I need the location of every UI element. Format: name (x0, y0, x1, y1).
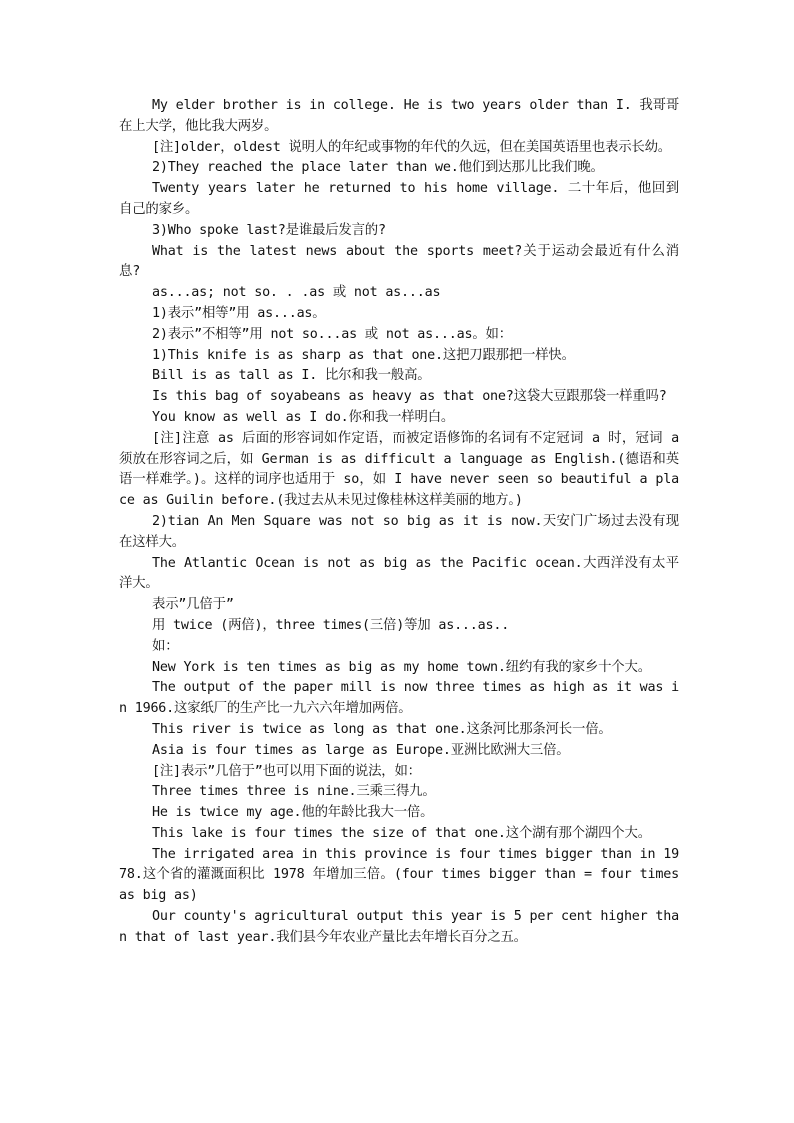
paragraph: [注]注意 as 后面的形容词如作定语，而被定语修饰的名词有不定冠词 a 时，冠词 a 须放在形容词之后，如 German is as difficult a language as English.(德语和英语一样难学。)。这样的词序也适用于 so，如 I have never seen so beautiful a place as Guilin before.(我过去从未见过像桂林这样美丽的地方。) (119, 430, 679, 509)
paragraph: [注]older，oldest 说明人的年纪或事物的年代的久远，但在美国英语里也表示长幼。 (152, 139, 671, 155)
paragraph: What is the latest news about the sports meet?关于运动会最近有什么消息? (119, 243, 679, 280)
document-body (119, 96, 679, 949)
paragraph: The Atlantic Ocean is not as big as the Pacific ocean.大西洋没有太平洋大。 (119, 555, 679, 592)
paragraph: Bill is as tall as I. 比尔和我一般高。 (152, 368, 431, 384)
paragraph: He is twice my age.他的年龄比我大一倍。 (152, 805, 434, 821)
paragraph: New York is ten times as big as my home town.纽约有我的家乡十个大。 (152, 659, 651, 675)
paragraph: Our county's agricultural output this year is 5 per cent higher than that of last year.我们县今年农业产量比去年增长百分之五。 (119, 909, 679, 945)
paragraph: 表示”几倍于” (152, 597, 234, 613)
paragraph: 3)Who spoke last?是谁最后发言的? (152, 222, 386, 238)
paragraph: 如： (152, 638, 179, 654)
paragraph: The irrigated area in this province is four times bigger than in 1978.这个省的灌溉面积比 1978 年增加三倍。(four times bigger than = four times as big as) (119, 846, 679, 904)
paragraph: 用 twice (两倍)，three times(三倍)等加 as...as.. (152, 617, 510, 633)
paragraph: Twenty years later he returned to his home village. 二十年后，他回到自己的家乡。 (119, 181, 679, 217)
paragraph: 2)tian An Men Square was not so big as it is now.天安门广场过去没有现在这样大。 (119, 513, 679, 550)
paragraph: 2)They reached the place later than we.他们到达那儿比我们晚。 (152, 160, 604, 176)
paragraph: Asia is four times as large as Europe.亚洲比欧洲大三倍。 (152, 742, 570, 758)
paragraph: The output of the paper mill is now three times as high as it was in 1966.这家纸厂的生产比一九六六年增加两倍。 (119, 680, 679, 717)
paragraph: as...as; not so. . .as 或 not as...as (152, 285, 441, 301)
paragraph: 2)表示”不相等”用 not so...as 或 not as...as。如： (152, 326, 512, 342)
paragraph: [注]表示”几倍于”也可以用下面的说法，如： (152, 763, 421, 779)
paragraph: Is this bag of soyabeans as heavy as that one?这袋大豆跟那袋一样重吗? (152, 389, 667, 405)
paragraph: This lake is four times the size of that one.这个湖有那个湖四个大。 (152, 825, 651, 841)
paragraph: 1)表示”相等”用 as...as。 (152, 305, 326, 321)
paragraph: This river is twice as long as that one.这条河比那条河长一倍。 (152, 721, 612, 737)
paragraph: 1)This knife is as sharp as that one.这把刀跟那把一样快。 (152, 347, 575, 363)
paragraph: You know as well as I do.你和我一样明白。 (152, 409, 455, 425)
paragraph: My elder brother is in college. He is two years older than I. 我哥哥在上大学，他比我大两岁。 (119, 98, 680, 134)
paragraph: Three times three is nine.三乘三得九。 (152, 784, 436, 800)
